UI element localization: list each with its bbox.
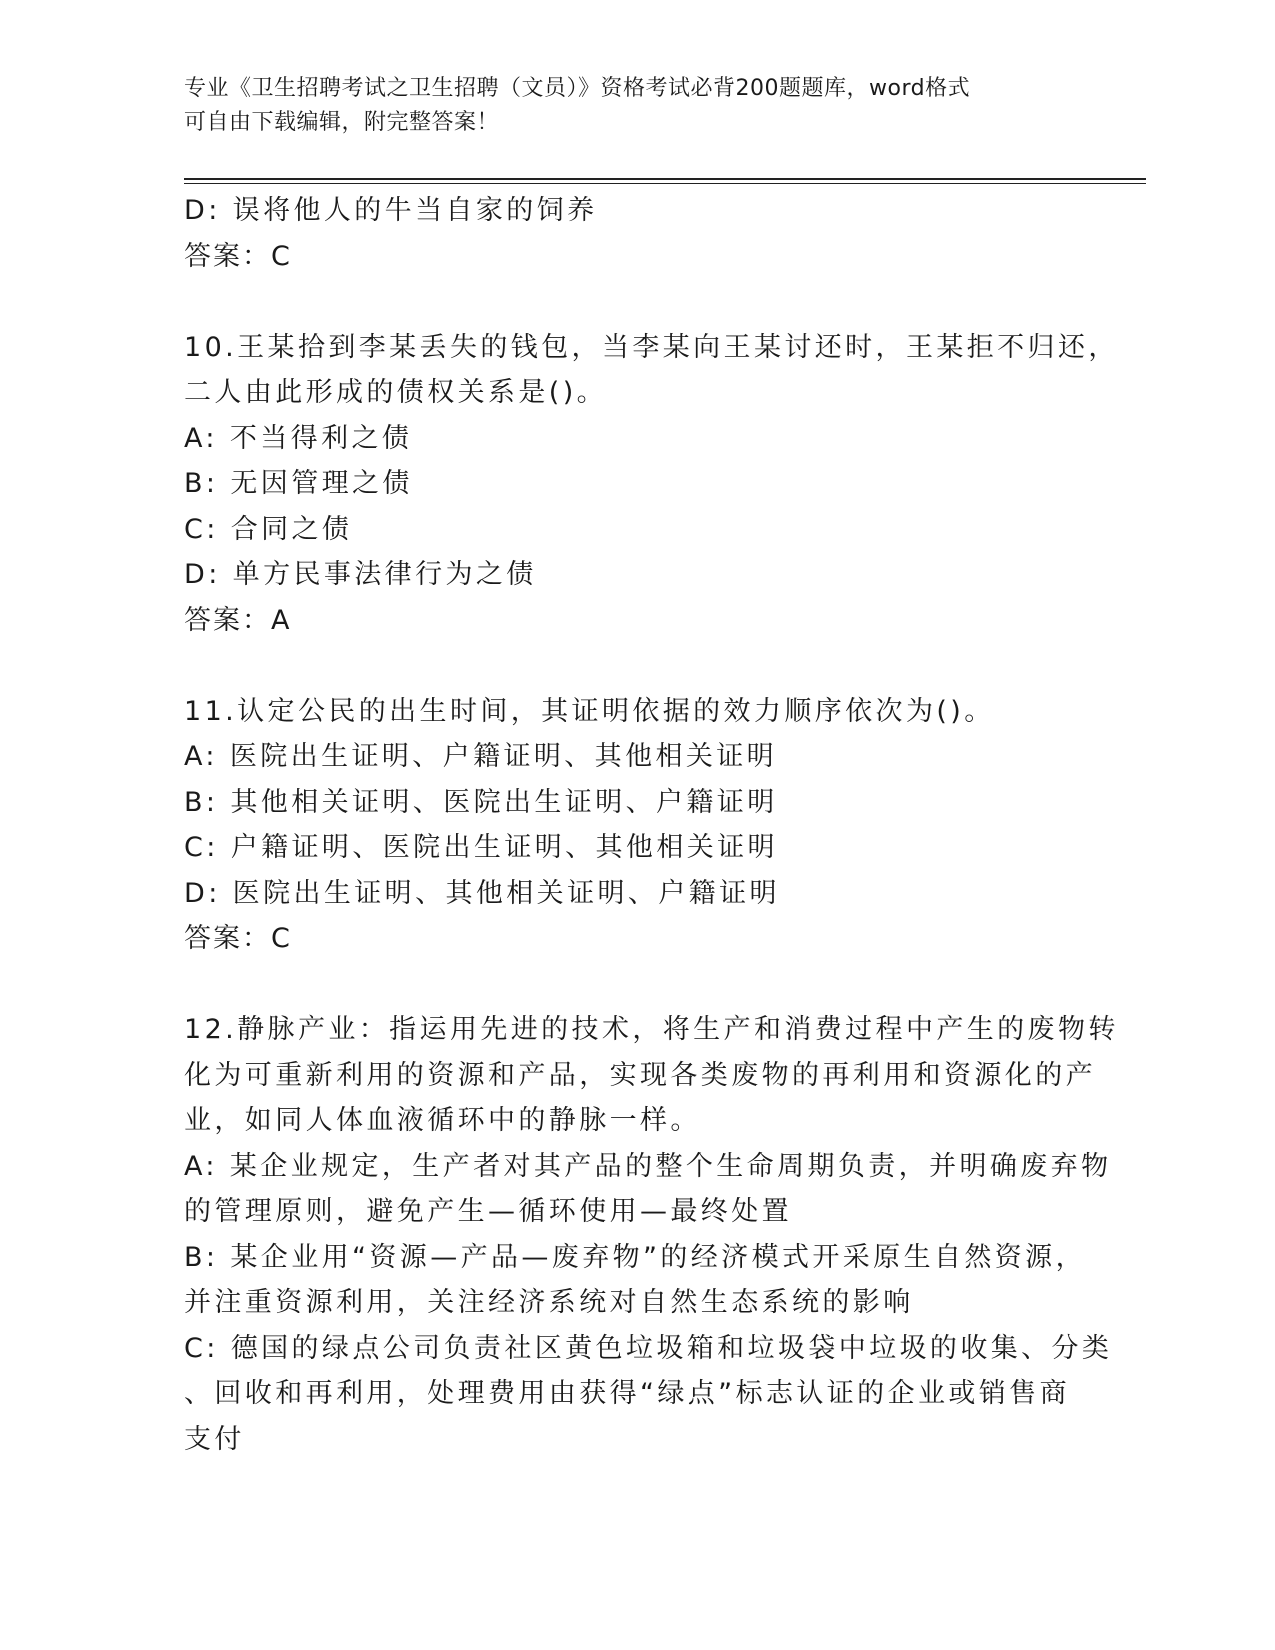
option-a: A: 某企业规定，生产者对其产品的整个生命周期负责，并明确废弃物 [184,1150,1112,1182]
spacer [184,279,1084,325]
option-c: C: 户籍证明、医院出生证明、其他相关证明 [184,832,778,863]
option-c: C: 德国的绿点公司负责社区黄色垃圾箱和垃圾袋中垃圾的收集、分类 [184,1332,1113,1364]
option-b: B: 某企业用“资源—产品—废弃物”的经济模式开采原生自然资源， [184,1241,1086,1273]
question-12 [184,1007,1119,1462]
option-a-continued: 的管理原则，避免产生—循环使用—最终处置 [184,1196,792,1227]
answer: 答案：A [184,604,292,636]
header-rule-thick [184,178,1146,180]
document-body [184,188,1119,1462]
question-11 [184,689,1084,962]
spacer [184,962,1084,1008]
header-line-1: 专业《卫生招聘考试之卫生招聘（文员）》资格考试必背200题题库，word格式 [184,76,971,101]
option-c-continued: 支付 [184,1423,245,1455]
answer: 答案：C [184,923,292,954]
option-c: C: 合同之债 [184,513,353,545]
header-line-2: 可自由下载编辑，附完整答案！ [184,110,500,135]
question-stem: 业，如同人体血液循环中的静脉一样。 [184,1105,701,1136]
option-a: A: 医院出生证明、户籍证明、其他相关证明 [184,741,778,772]
question-stem: 12.静脉产业：指运用先进的技术，将生产和消费过程中产生的废物转 [184,1014,1119,1045]
question-stem: 化为可重新利用的资源和产品，实现各类废物的再利用和资源化的产 [184,1059,1096,1091]
question-stem: 二人由此形成的债权关系是()。 [184,377,608,408]
option-b: B: 无因管理之债 [184,468,413,499]
option-d: D: 单方民事法律行为之债 [184,559,537,590]
question-stem: 11.认定公民的出生时间，其证明依据的效力顺序依次为()。 [184,695,995,727]
document-header [184,72,1064,140]
option-a: A: 不当得利之债 [184,422,413,454]
question-10 [184,325,1119,644]
answer: 答案：C [184,240,292,272]
option-b: B: 其他相关证明、医院出生证明、户籍证明 [184,786,778,818]
option-d: D: 医院出生证明、其他相关证明、户籍证明 [184,877,780,909]
option-b-continued: 并注重资源利用，关注经济系统对自然生态系统的影响 [184,1287,914,1318]
header-rule-thin [184,183,1146,184]
prev-question [184,188,1084,279]
question-stem: 10.王某拾到李某丢失的钱包，当李某向王某讨还时，王某拒不归还， [184,331,1119,363]
option-d: D: 误将他人的牛当自家的饲养 [184,195,598,226]
spacer [184,643,1084,689]
option-c-continued: 、回收和再利用，处理费用由获得“绿点”标志认证的企业或销售商 [184,1378,1070,1409]
